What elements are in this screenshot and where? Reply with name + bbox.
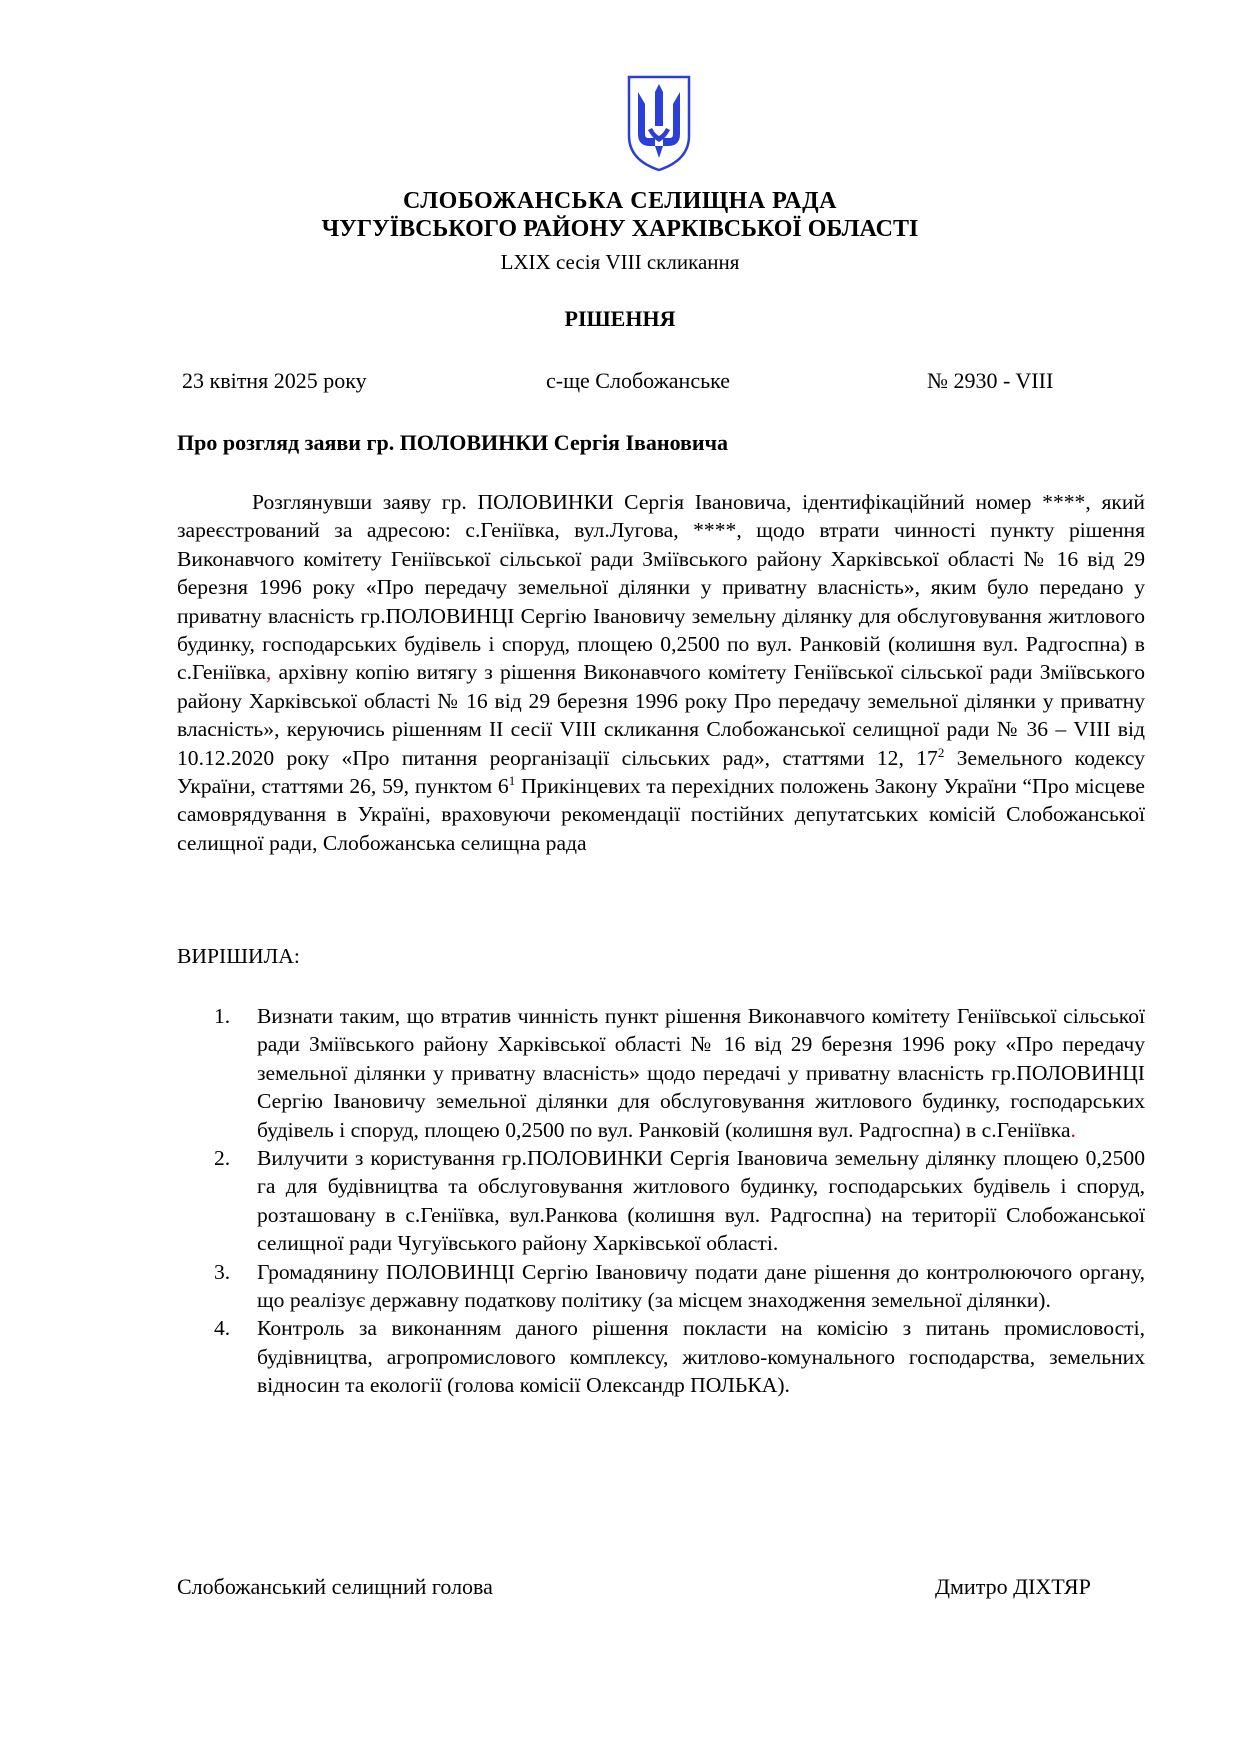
document-type-title: РІШЕННЯ xyxy=(564,306,676,331)
decision-date: 23 квітня 2025 року xyxy=(182,368,367,393)
item-text: Контроль за виконанням даного рішення покласти на комісію з питань промисловості, будівництва, агропромислового комплексу, житлово-комунального господарства, земельних відносин та екології (голова комісії Олександр ПОЛЬКА). xyxy=(257,1316,1145,1398)
item-number: 3. xyxy=(214,1259,231,1284)
red-mark: , xyxy=(265,660,272,685)
organization-district: ЧУГУЇВСЬКОГО РАЙОНУ ХАРКІВСЬКОЇ ОБЛАСТІ xyxy=(321,216,919,242)
item-number: 4. xyxy=(214,1316,231,1341)
preamble-text: Прикінцевих та перехідних положень Закону України “Про місцеве самоврядування в Україні, враховуючи рекомендації постійних депутатських комісій Слобожанської селищної ради, Слобожанська селищна рада xyxy=(177,774,1145,855)
superscript: 1 xyxy=(508,772,516,788)
item-number: 1. xyxy=(214,1004,231,1028)
decision-item xyxy=(177,1144,1145,1258)
superscript: 2 xyxy=(937,744,945,760)
item-text: Визнати таким, що втратив чинність пункт рішення Виконавчого комітету Геніївської сільської ради Зміївського району Харківської області № 16 від 29 березня 1996 року «Про передачу земельної ділянки у приватну власність» щодо передачі у приватну власність гр.ПОЛОВИНЦІ Сергію Івановичу земельної ділянки для обслуговування житлового будинку, господарських будівель і споруд, площею 0,2500 по вул. Ранковій (колишня вул. Радгоспна) в с.Геніївка xyxy=(257,1004,1145,1142)
resolved-label: ВИРІШИЛА: xyxy=(177,944,300,968)
decision-subject: Про розгляд заяви гр. ПОЛОВИНКИ Сергія Івановича xyxy=(177,430,728,455)
preamble-paragraph xyxy=(177,488,1145,857)
decision-number: № 2930 - VIII xyxy=(927,368,1054,393)
organization-name: СЛОБОЖАНСЬКА СЕЛИЩНА РАДА xyxy=(403,188,837,214)
session-line: LXIX сесія VIII скликання xyxy=(500,250,740,274)
preamble-text: Розглянувши заяву гр. ПОЛОВИНКИ Сергія Івановича, ідентифікаційний номер ****, який зареєстрований за адресою: с.Геніївка, вул.Лугова, ****, щодо втрати чинності пункту рішення Виконавчого комітету Геніївської сільської ради Зміївського району Харківської області № 16 від 29 березня 1996 року «Про передачу земельної ділянки у приватну власність», яким було передано у приватну власність гр.ПОЛОВИНЦІ Сергію Івановичу земельну ділянку для обслуговування житлового будинку, господарських будівель і споруд, площею 0,2500 по вул. Ранковій (колишня вул. Радгоспна) в с.Геніївка xyxy=(177,490,1145,685)
red-mark: . xyxy=(1070,1117,1076,1142)
item-number: 2. xyxy=(214,1146,231,1171)
decision-item xyxy=(177,1002,1145,1144)
decision-place: с-ще Слобожанське xyxy=(546,368,731,393)
tryzub-icon xyxy=(626,74,692,172)
preamble-text: архівну копію витягу з рішення Виконавчого комітету Геніївської сільської ради Зміївського району Харківської області № 16 від 29 березня 1996 року Про передачу земельної ділянки у приватну власність», керуючись рішенням ІІ сесії VIII скликання Слобожанської селищної ради № 36 – VIII від 10.12.2020 року «Про питання реорганізації сільських рад», статтями 12, 17 xyxy=(177,660,1145,770)
decision-item xyxy=(177,1314,1145,1399)
signatory-role: Слобожанський селищний голова xyxy=(177,1574,493,1599)
preamble-text: Земельного кодексу України, статтями 26, 59, пунктом 6 xyxy=(177,745,1145,799)
signatory-name: Дмитро ДІХТЯР xyxy=(935,1574,1091,1599)
decision-items-list xyxy=(177,1002,1145,1400)
decision-item xyxy=(177,1258,1145,1315)
item-text: Вилучити з користування гр.ПОЛОВИНКИ Сергія Івановича земельну ділянку площею 0,2500 га для будівництва та обслуговування житлового будинку, господарських будівель і споруд, розташовану в с.Геніївка, вул.Ранкова (колишня вул. Радгоспна) на території Слобожанської селищної ради Чугуївського району Харківської області. xyxy=(257,1146,1145,1256)
item-text: Громадянину ПОЛОВИНЦІ Сергію Івановичу подати дане рішення до контролюючого органу, що реалізує державну податкову політику (за місцем знаходження земельної ділянки). xyxy=(257,1259,1145,1313)
